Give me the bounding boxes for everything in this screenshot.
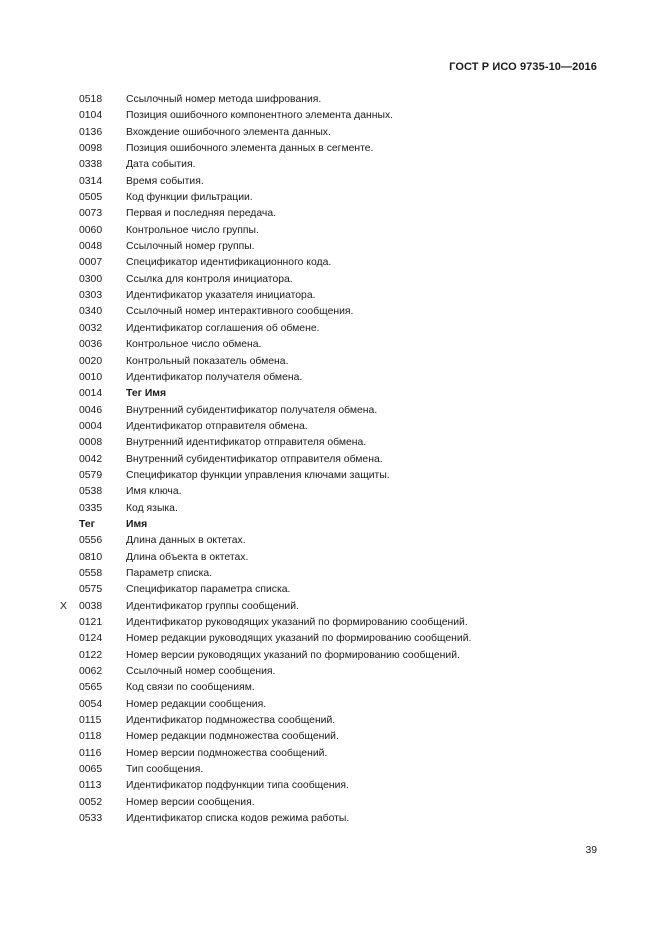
tag-code: 0032	[79, 322, 103, 334]
tag-name: Тип сообщения.	[126, 764, 204, 776]
tag-row	[0, 288, 661, 304]
tag-name: Имя	[126, 518, 148, 530]
tag-row	[0, 386, 661, 402]
tag-code: 0036	[79, 339, 103, 351]
tag-row	[0, 550, 661, 566]
tag-code: 0113	[79, 780, 102, 792]
tag-row	[0, 272, 661, 288]
tag-code: 0558	[79, 567, 103, 579]
tag-row	[0, 517, 661, 533]
tag-code: 0042	[79, 453, 103, 465]
tag-name: Длина данных в октетах.	[126, 535, 246, 547]
tag-code: 0004	[79, 420, 103, 432]
tag-row	[0, 141, 661, 157]
tag-code: 0505	[79, 192, 103, 204]
tag-row	[0, 631, 661, 647]
tag-name: Идентификатор подмножества сообщений.	[126, 715, 336, 727]
tag-code: 0010	[79, 371, 103, 383]
page-number: 39	[585, 845, 597, 856]
tag-name: Идентификатор отправителя обмена.	[126, 420, 308, 432]
tag-code: 0048	[79, 241, 103, 253]
tag-row	[0, 795, 661, 811]
tag-code: 0020	[79, 355, 103, 367]
tag-code: 0008	[79, 437, 103, 449]
tag-row	[0, 615, 661, 631]
tag-name: Идентификатор получателя обмена.	[126, 371, 303, 383]
tag-row	[0, 354, 661, 370]
tag-list	[0, 92, 661, 827]
tag-row	[0, 157, 661, 173]
tag-row	[0, 680, 661, 696]
tag-row	[0, 811, 661, 827]
tag-name: Номер версии руководящих указаний по формированию сообщений.	[126, 649, 460, 661]
tag-name: Контрольное число обмена.	[126, 339, 262, 351]
tag-name: Идентификатор группы сообщений.	[126, 600, 299, 612]
tag-code: 0300	[79, 273, 103, 285]
tag-row	[0, 321, 661, 337]
tag-name: Длина объекта в октетах.	[126, 551, 249, 563]
tag-name: Параметр списка.	[126, 567, 213, 579]
tag-name: Ссылочный номер метода шифрования.	[126, 94, 322, 105]
tag-row	[0, 403, 661, 419]
tag-row	[0, 452, 661, 468]
tag-name: Первая и последняя передача.	[126, 208, 276, 220]
tag-row	[0, 746, 661, 762]
tag-name: Идентификатор руководящих указаний по формированию сообщений.	[126, 617, 468, 628]
tag-name: Контрольное число группы.	[126, 224, 259, 236]
tag-name: Дата события.	[126, 159, 196, 171]
tag-code: 0136	[79, 126, 103, 138]
tag-code: 0335	[79, 502, 103, 514]
tag-row	[0, 108, 661, 124]
tag-row	[0, 337, 661, 353]
tag-row	[0, 419, 661, 435]
tag-code: 0556	[79, 535, 103, 547]
tag-name: Имя ключа.	[126, 486, 182, 498]
tag-row	[0, 370, 661, 386]
tag-code: 0054	[79, 698, 103, 710]
tag-code: 0060	[79, 224, 103, 236]
tag-name: Позиция ошибочного элемента данных в сегменте.	[126, 143, 374, 155]
tag-code: 0116	[79, 747, 102, 759]
tag-code: 0062	[79, 666, 103, 678]
tag-row	[0, 713, 661, 729]
tag-code: 0007	[79, 257, 103, 269]
tag-row	[0, 729, 661, 745]
tag-name: Позиция ошибочного компонентного элемента данных.	[126, 110, 394, 122]
tag-name: Спецификатор функции управления ключами защиты.	[126, 469, 390, 481]
tag-code: 0038	[79, 600, 103, 612]
tag-name: Ссылочный номер группы.	[126, 241, 255, 253]
tag-row	[0, 762, 661, 778]
tag-code: 0115	[79, 715, 102, 727]
tag-row	[0, 468, 661, 484]
tag-row	[0, 664, 661, 680]
tag-row	[0, 223, 661, 239]
tag-name: Внутренний субидентификатор получателя обмена.	[126, 404, 378, 416]
tag-code: 0073	[79, 208, 103, 220]
tag-row	[0, 484, 661, 500]
tag-row	[0, 239, 661, 255]
tag-row	[0, 174, 661, 190]
tag-name: Ссылочный номер сообщения.	[126, 666, 276, 678]
tag-row	[0, 533, 661, 549]
tag-row	[0, 599, 661, 615]
tag-name: Номер редакции сообщения.	[126, 698, 267, 710]
standard-header: ГОСТ Р ИСО 9735-10—2016	[449, 61, 597, 73]
tag-row	[0, 435, 661, 451]
tag-code: 0046	[79, 404, 103, 416]
tag-row	[0, 648, 661, 664]
tag-code: 0124	[79, 633, 103, 645]
tag-name: Идентификатор списка кодов режима работы.	[126, 813, 350, 825]
tag-name: Ссылочный номер интерактивного сообщения.	[126, 306, 354, 318]
tag-code: 0104	[79, 110, 103, 122]
tag-code: 0810	[79, 551, 103, 563]
tag-name: Спецификатор идентификационного кода.	[126, 257, 332, 269]
tag-name: Код функции фильтрации.	[126, 192, 253, 204]
tag-row	[0, 206, 661, 222]
tag-code: 0303	[79, 290, 103, 302]
tag-code: 0118	[79, 731, 102, 743]
tag-name: Время события.	[126, 175, 204, 187]
tag-row	[0, 566, 661, 582]
tag-row	[0, 92, 661, 108]
tag-name: Код языка.	[126, 502, 178, 514]
tag-name: Тег Имя	[126, 388, 167, 400]
tag-code: 0338	[79, 159, 103, 171]
tag-name: Идентификатор соглашения об обмене.	[126, 322, 320, 334]
tag-name: Внутренний идентификатор отправителя обмена.	[126, 437, 367, 449]
tag-code: 0579	[79, 469, 103, 481]
tag-name: Номер редакции подмножества сообщений.	[126, 731, 339, 743]
tag-name: Номер версии сообщения.	[126, 796, 255, 808]
tag-name: Номер версии подмножества сообщений.	[126, 747, 328, 759]
tag-code: 0065	[79, 764, 103, 776]
tag-name: Ссылка для контроля инициатора.	[126, 273, 293, 285]
tag-code: 0121	[79, 617, 103, 628]
tag-code: 0565	[79, 682, 103, 694]
tag-code: 0533	[79, 813, 103, 825]
tag-row	[0, 304, 661, 320]
tag-code: 0052	[79, 796, 103, 808]
tag-code: Тег	[79, 518, 95, 530]
tag-name: Номер редакции руководящих указаний по формированию сообщений.	[126, 633, 472, 645]
tag-name: Вхождение ошибочного элемента данных.	[126, 126, 331, 138]
tag-row	[0, 501, 661, 517]
tag-name: Код связи по сообщениям.	[126, 682, 255, 694]
tag-name: Контрольный показатель обмена.	[126, 355, 289, 367]
tag-name: Внутренний субидентификатор отправителя обмена.	[126, 453, 383, 465]
tag-code: 0518	[79, 94, 103, 105]
tag-row	[0, 778, 661, 794]
tag-row	[0, 190, 661, 206]
tag-name: Идентификатор подфункции типа сообщения.	[126, 780, 349, 792]
tag-code: 0538	[79, 486, 103, 498]
tag-code: 0314	[79, 175, 103, 187]
tag-code: 0340	[79, 306, 103, 318]
change-mark: X	[60, 600, 67, 612]
tag-code: 0575	[79, 584, 103, 596]
tag-row	[0, 125, 661, 141]
tag-code: 0098	[79, 143, 103, 155]
tag-row	[0, 582, 661, 598]
tag-row	[0, 697, 661, 713]
tag-code: 0014	[79, 388, 103, 400]
tag-code: 0122	[79, 649, 103, 661]
tag-name: Спецификатор параметра списка.	[126, 584, 291, 596]
tag-name: Идентификатор указателя инициатора.	[126, 290, 316, 302]
tag-row	[0, 255, 661, 271]
